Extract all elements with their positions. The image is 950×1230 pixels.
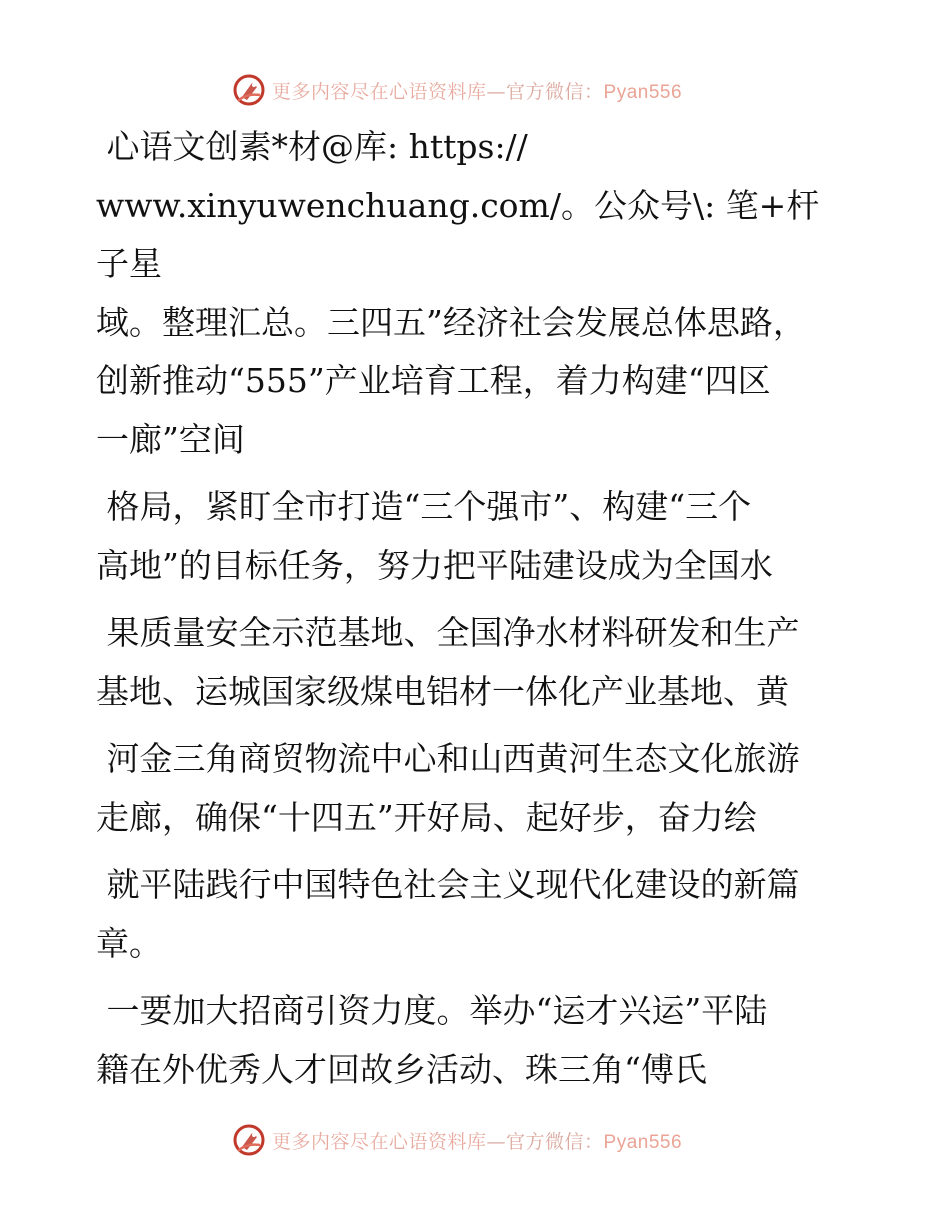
text-line: 籍在外优秀人才回故乡活动、珠三角“傅氏: [96, 1049, 707, 1089]
watermark-separator: —: [486, 1130, 507, 1153]
watermark-wechat-handle: Pyan556: [603, 1131, 683, 1153]
text-line: 就平陆践行中国特色社会主义现代化建设的新篇: [96, 865, 800, 904]
watermark-slogan: 更多内容尽在心语资料库: [272, 80, 487, 103]
header-watermark-banner: [232, 70, 732, 110]
text-line: www.xinyuwenchuang.com/。公众号\: 笔+杆子星: [96, 185, 820, 283]
watermark-slogan: 更多内容尽在心语资料库: [272, 1130, 487, 1153]
footer-watermark-banner: [232, 1120, 732, 1160]
watermark-wechat-handle: Pyan556: [603, 81, 683, 103]
pen-nib-logo-icon: [232, 1123, 266, 1157]
text-line: 章。: [96, 923, 162, 963]
watermark-text: [272, 77, 682, 104]
text-line: 果质量安全示范基地、全国净水材料研发和生产: [96, 613, 800, 652]
watermark-text: [272, 1127, 682, 1154]
text-line: 一廊”空间: [96, 419, 245, 459]
text-line: 河金三角商贸物流中心和山西黄河生态文化旅游: [96, 739, 800, 778]
text-line: 高地”的目标任务，努力把平陆建设成为全国水: [96, 545, 773, 585]
text-line: 心语文创素*材@库: https://: [96, 127, 528, 166]
text-line: 一要加大招商引资力度。举办“运才兴运”平陆: [96, 991, 768, 1030]
watermark-separator: —: [486, 80, 507, 103]
watermark-wechat-label: 官方微信：: [506, 80, 604, 103]
text-line: 创新推动“555”产业培育工程，着力构建“四区: [96, 361, 771, 400]
text-line: 基地、运城国家级煤电铝材一体化产业基地、黄: [96, 671, 789, 711]
watermark-wechat-label: 官方微信：: [506, 1130, 604, 1153]
pen-nib-logo-icon: [232, 73, 266, 107]
text-line: 格局，紧盯全市打造“三个强市”、构建“三个: [96, 487, 752, 526]
document-body: [96, 118, 836, 1099]
text-line: 走廊，确保“十四五”开好局、起好步，奋力绘: [96, 797, 757, 837]
text-line: 域。整理汇总。三四五”经济社会发展总体思路，: [96, 302, 806, 342]
